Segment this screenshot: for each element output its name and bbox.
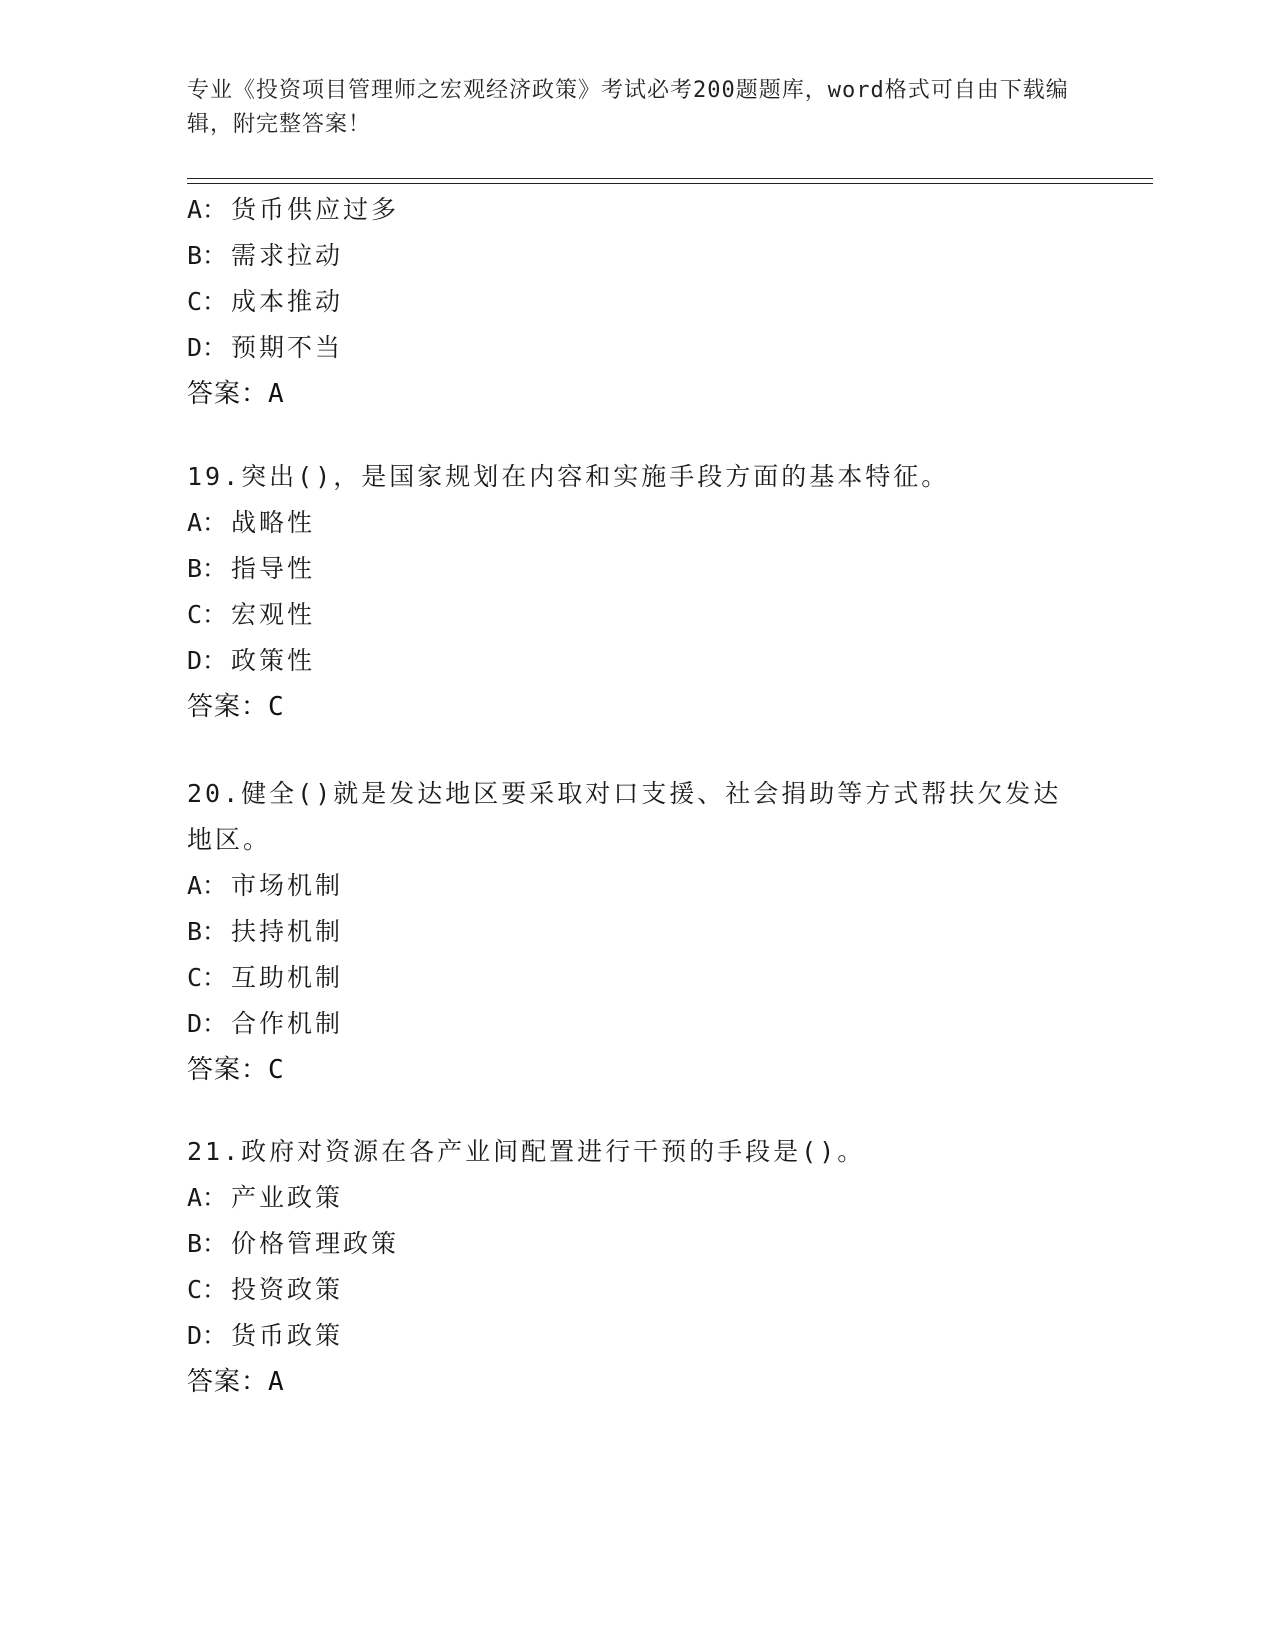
option-a: A： 产业政策 <box>187 1183 344 1212</box>
document-header: 专业《投资项目管理师之宏观经济政策》考试必考200题题库，word格式可自由下载编辑，附完整答案！ <box>187 78 1069 137</box>
question-19 <box>187 454 1087 730</box>
question-18-continuation <box>187 187 1087 417</box>
answer: 答案：A <box>187 379 285 409</box>
option-b: B： 扶持机制 <box>187 917 344 946</box>
question-text: 20.健全()就是发达地区要采取对口支援、社会捐助等方式帮扶欠发达地区。 <box>187 779 1062 854</box>
header-divider-bottom <box>187 183 1153 184</box>
option-b: B： 指导性 <box>187 554 316 583</box>
question-text: 19.突出()，是国家规划在内容和实施手段方面的基本特征。 <box>187 462 950 491</box>
option-c: C： 宏观性 <box>187 600 316 629</box>
question-20 <box>187 771 1087 1093</box>
option-d: D： 合作机制 <box>187 1009 344 1038</box>
option-b: B： 价格管理政策 <box>187 1229 400 1258</box>
option-d: D： 政策性 <box>187 646 316 675</box>
question-21 <box>187 1129 1087 1405</box>
answer: 答案：C <box>187 1055 285 1085</box>
header-divider-top <box>187 178 1153 179</box>
option-d: D： 预期不当 <box>187 333 344 362</box>
answer: 答案：A <box>187 1367 285 1397</box>
option-d: D： 货币政策 <box>187 1321 344 1350</box>
option-a: A： 货币供应过多 <box>187 195 400 224</box>
option-c: C： 成本推动 <box>187 287 344 316</box>
option-b: B： 需求拉动 <box>187 241 344 270</box>
question-text: 21.政府对资源在各产业间配置进行干预的手段是()。 <box>187 1137 866 1166</box>
option-c: C： 投资政策 <box>187 1275 344 1304</box>
option-a: A： 战略性 <box>187 508 316 537</box>
option-c: C： 互助机制 <box>187 963 344 992</box>
answer: 答案：C <box>187 692 285 722</box>
option-a: A： 市场机制 <box>187 871 344 900</box>
